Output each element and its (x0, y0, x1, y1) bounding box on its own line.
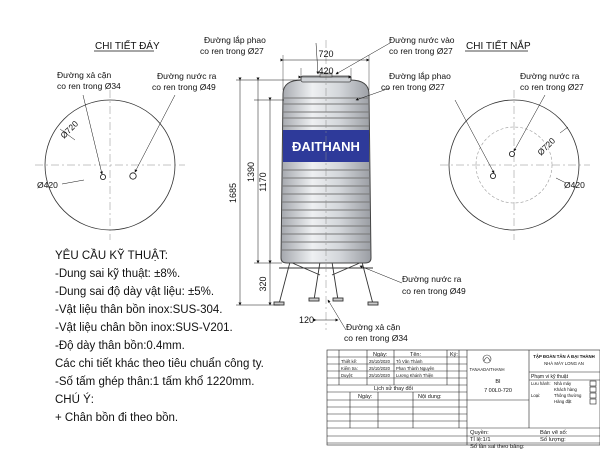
dim-width-lid: 420 (318, 66, 334, 76)
tb-name-3: Lương Khánh Thiện (396, 373, 434, 378)
brand-text: ĐAITHANH (292, 139, 360, 154)
requirement-4: -Vật liệu chân bồn inox:SUS-V201. (55, 322, 233, 334)
requirement-7: -Số tấm ghép thân:1 tấm khổ 1220mm. (55, 376, 255, 388)
tb-hdr-date: Ngày: (373, 352, 388, 358)
tb-hdr-sign: Ký: (450, 352, 458, 358)
tb-company-2: NHÀ MÁY LONG AN (544, 361, 584, 366)
tb-history: Lịch sử thay đổi (374, 386, 413, 392)
top-dim-outer: Ø720 (535, 135, 558, 158)
requirement-2: -Dung sai độ dày vật liệu: ±5%. (55, 286, 215, 298)
top-float-label-2: co ren trong Ø27 (381, 82, 445, 92)
tb-company-1: TẬP ĐOÀN TÂN Á ĐẠI THÀNH (533, 354, 595, 359)
title-block-text (341, 352, 595, 450)
outlet-right-label-2: co ren trong Ø49 (402, 286, 466, 296)
outlet-right-label-1: Đường nước ra (402, 274, 462, 284)
top-outlet-label-1: Đường nước ra (520, 71, 580, 81)
float-top-label-1: Đường lắp phao (204, 35, 266, 45)
tb-scope-k3: Loại: (531, 393, 541, 398)
tb-scope-v3: Thông thường (554, 393, 582, 398)
requirement-5: -Độ dày thân bồn:0.4mm. (55, 340, 185, 352)
note-heading: CHÚ Ý: (55, 394, 94, 406)
tb-date-3: 25/10/2020 (369, 373, 390, 378)
dim-h-inner: 1170 (258, 172, 268, 192)
tb-revision: Số lần sai theo bảng: (470, 444, 525, 450)
tb-name-2: Phan Thành Nguyên (396, 366, 435, 371)
inlet-top-label-2: co ren trong Ø27 (389, 46, 453, 56)
float-top-label-2: co ren trong Ø27 (200, 46, 264, 56)
top-float-label-1: Đường lắp phao (389, 71, 451, 81)
tb-history-date: Ngày: (358, 394, 373, 400)
dim-width-total: 720 (318, 49, 334, 59)
tb-role-3: Duyệt: (341, 373, 354, 378)
top-outlet-label-2: co ren trong Ø27 (520, 82, 584, 92)
drain-hole (100, 174, 105, 179)
tb-model: 7 00L0-720 (484, 388, 512, 394)
bottom-outlet-label-1: Đường nước ra (157, 71, 217, 81)
tb-history-content: Nội dung: (418, 394, 442, 400)
dim-h-total: 1685 (228, 182, 238, 204)
tb-scope-v1: Nhà máy (554, 381, 572, 386)
bottom-drain-label-2: co ren trong Ø34 (57, 81, 121, 91)
requirement-6: Các chi tiết khác theo tiêu chuẩn công ty. (55, 358, 264, 370)
drain-bottom-label-2: co ren trong Ø34 (344, 333, 408, 343)
tb-scope-title: Phạm vi kỹ thuật (531, 374, 568, 380)
tb-scope-v4: Hàng đặt (554, 399, 572, 404)
tb-hdr-name: Tên: (410, 352, 422, 358)
requirements-heading: YÊU CẦU KỸ THUẬT: (55, 250, 168, 262)
tb-ownership: Quyền: (470, 430, 489, 436)
top-outlet-hole (490, 173, 495, 178)
tb-model-label: BI (495, 379, 501, 385)
dim-h-stand: 320 (258, 276, 268, 292)
inlet-top-label-1: Đường nước vào (389, 35, 455, 45)
tb-logo-text: TANAADAITHANH (469, 367, 505, 372)
outlet-hole (130, 173, 136, 179)
bottom-outlet-label-2: co ren trong Ø49 (152, 82, 216, 92)
tb-scope-v2: Khách hàng (554, 387, 577, 392)
tb-drawing-no: Bản vẽ số: (540, 430, 568, 436)
dim-offset: 120 (298, 315, 314, 325)
dim-h-body: 1390 (246, 161, 256, 183)
tb-role-1: Thiết kế: (341, 359, 358, 364)
drain-bottom-label-1: Đường xả cặn (346, 322, 401, 332)
tb-date-2: 25/10/2020 (369, 366, 390, 371)
bottom-dim-outer: Ø720 (58, 118, 81, 141)
tb-scale: Tỉ lệ:1/1 (470, 437, 491, 443)
tb-name-1: Tô Văn Thành (396, 359, 423, 364)
tb-role-2: Kiểm tra: (341, 366, 358, 371)
tb-date-1: 25/10/2020 (369, 359, 390, 364)
requirement-3: -Vật liệu thân bồn inox:SUS-304. (55, 304, 223, 316)
note-1: + Chân bồn đi theo bồn. (55, 412, 179, 424)
requirement-1: -Dung sai kỹ thuật: ±8%. (55, 268, 181, 280)
top-detail-title: CHI TIẾT NẮP (466, 41, 531, 52)
top-detail-view (381, 39, 590, 240)
top-dim-inner: Ø420 (564, 180, 585, 190)
company-logo-icon (483, 355, 491, 363)
tb-scope-k1: Lưu hành: (531, 381, 551, 386)
bottom-detail-view (35, 39, 217, 240)
tb-quantity: Số lượng: (540, 437, 566, 443)
bottom-drain-label-1: Đường xả cặn (57, 70, 112, 80)
bottom-detail-title: CHI TIẾT ĐÁY (95, 41, 160, 52)
bottom-dim-inner: Ø420 (37, 180, 58, 190)
